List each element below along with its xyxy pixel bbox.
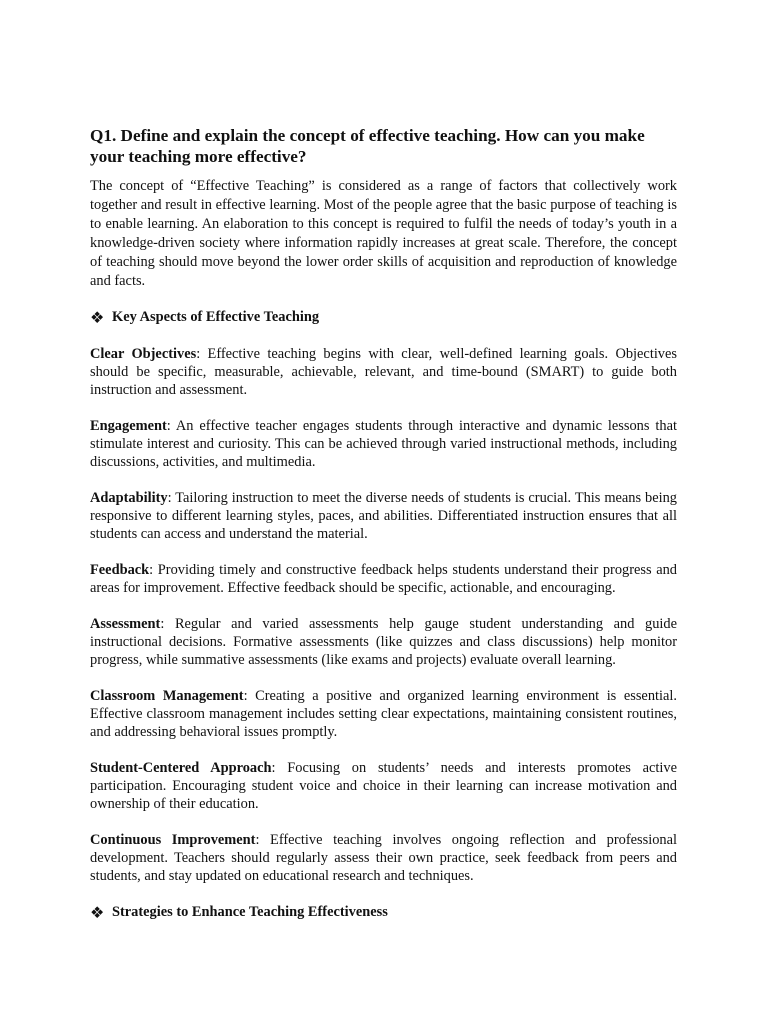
aspect-item [90,561,677,597]
section-heading-label: Strategies to Enhance Teaching Effectiveness [112,904,388,920]
document-page [90,125,677,940]
aspect-text: : Effective teaching begins with clear, well-defined learning goals. Objectives should be specific, measurable, achievable, relevant, and time-bound (SMART) to guide both instruction and assessment. [90,346,677,398]
aspect-term: Classroom Management [90,688,244,704]
aspect-text: : Creating a positive and organized learning environment is essential. Effective classroom management includes setting clear expectations, maintaining consistent routines, and addressing behavioral issues promptly. [90,688,677,740]
aspect-term: Engagement [90,418,167,434]
aspect-text: : Focusing on students’ needs and interests promotes active participation. Encouraging student voice and choice in their learning can increase motivation and ownership of their education. [90,760,677,812]
aspect-text: : Effective teaching involves ongoing reflection and professional development. Teachers should regularly assess their own practice, seek feedback from peers and students, and stay updated on educational research and techniques. [90,832,678,884]
section-heading-label: Key Aspects of Effective Teaching [112,309,320,325]
aspect-term: Continuous Improvement [90,832,256,848]
aspect-item [90,489,677,543]
aspect-item [90,615,677,669]
aspect-item [90,687,677,741]
aspect-text: : Tailoring instruction to meet the diverse needs of students is crucial. This means being responsive to different learning styles, paces, and abilities. Differentiated instruction ensures that all students can access and understand the material. [90,490,677,542]
section-heading-strategies [90,903,677,922]
aspect-term: Student-Centered Approach [90,760,272,776]
aspect-term: Clear Objectives [90,346,197,362]
section-heading-key-aspects [90,308,677,327]
aspect-item [90,345,677,399]
intro-paragraph: The concept of “Effective Teaching” is considered as a range of factors that collectively work together and result in effective learning. Most of the people agree that the basic purpose of teaching is to enable learning. An elaboration to this concept is required to fulfil the needs of today’s youth in a knowledge-driven society where information rapidly increases at great scale. Therefore, the concept of teaching should move beyond the lower order skills of acquisition and reproduction of knowledge and facts. [90,178,677,289]
aspect-term: Adaptability [90,490,168,506]
aspects-list [90,345,677,885]
diamond-bullet-icon: ❖ [90,308,105,327]
aspect-text: : Regular and varied assessments help gauge student understanding and guide instructional decisions. Formative assessments (like quizzes and class discussions) help monitor progress, while summative assessments (like exams and projects) evaluate overall learning. [90,616,677,668]
aspect-item [90,831,677,885]
aspect-text: : An effective teacher engages students through interactive and dynamic lessons that stimulate interest and curiosity. This can be achieved through varied instructional methods, including discussions, activities, and multimedia. [90,418,677,470]
question-title: Q1. Define and explain the concept of effective teaching. How can you make your teaching more effective? [90,126,645,166]
aspect-text: : Providing timely and constructive feedback helps students understand their progress and areas for improvement. Effective feedback should be specific, actionable, and encouraging. [90,562,677,596]
aspect-item [90,759,677,813]
aspect-item [90,417,677,471]
aspect-term: Assessment [90,616,161,632]
diamond-bullet-icon: ❖ [90,903,105,922]
aspect-term: Feedback [90,562,150,578]
